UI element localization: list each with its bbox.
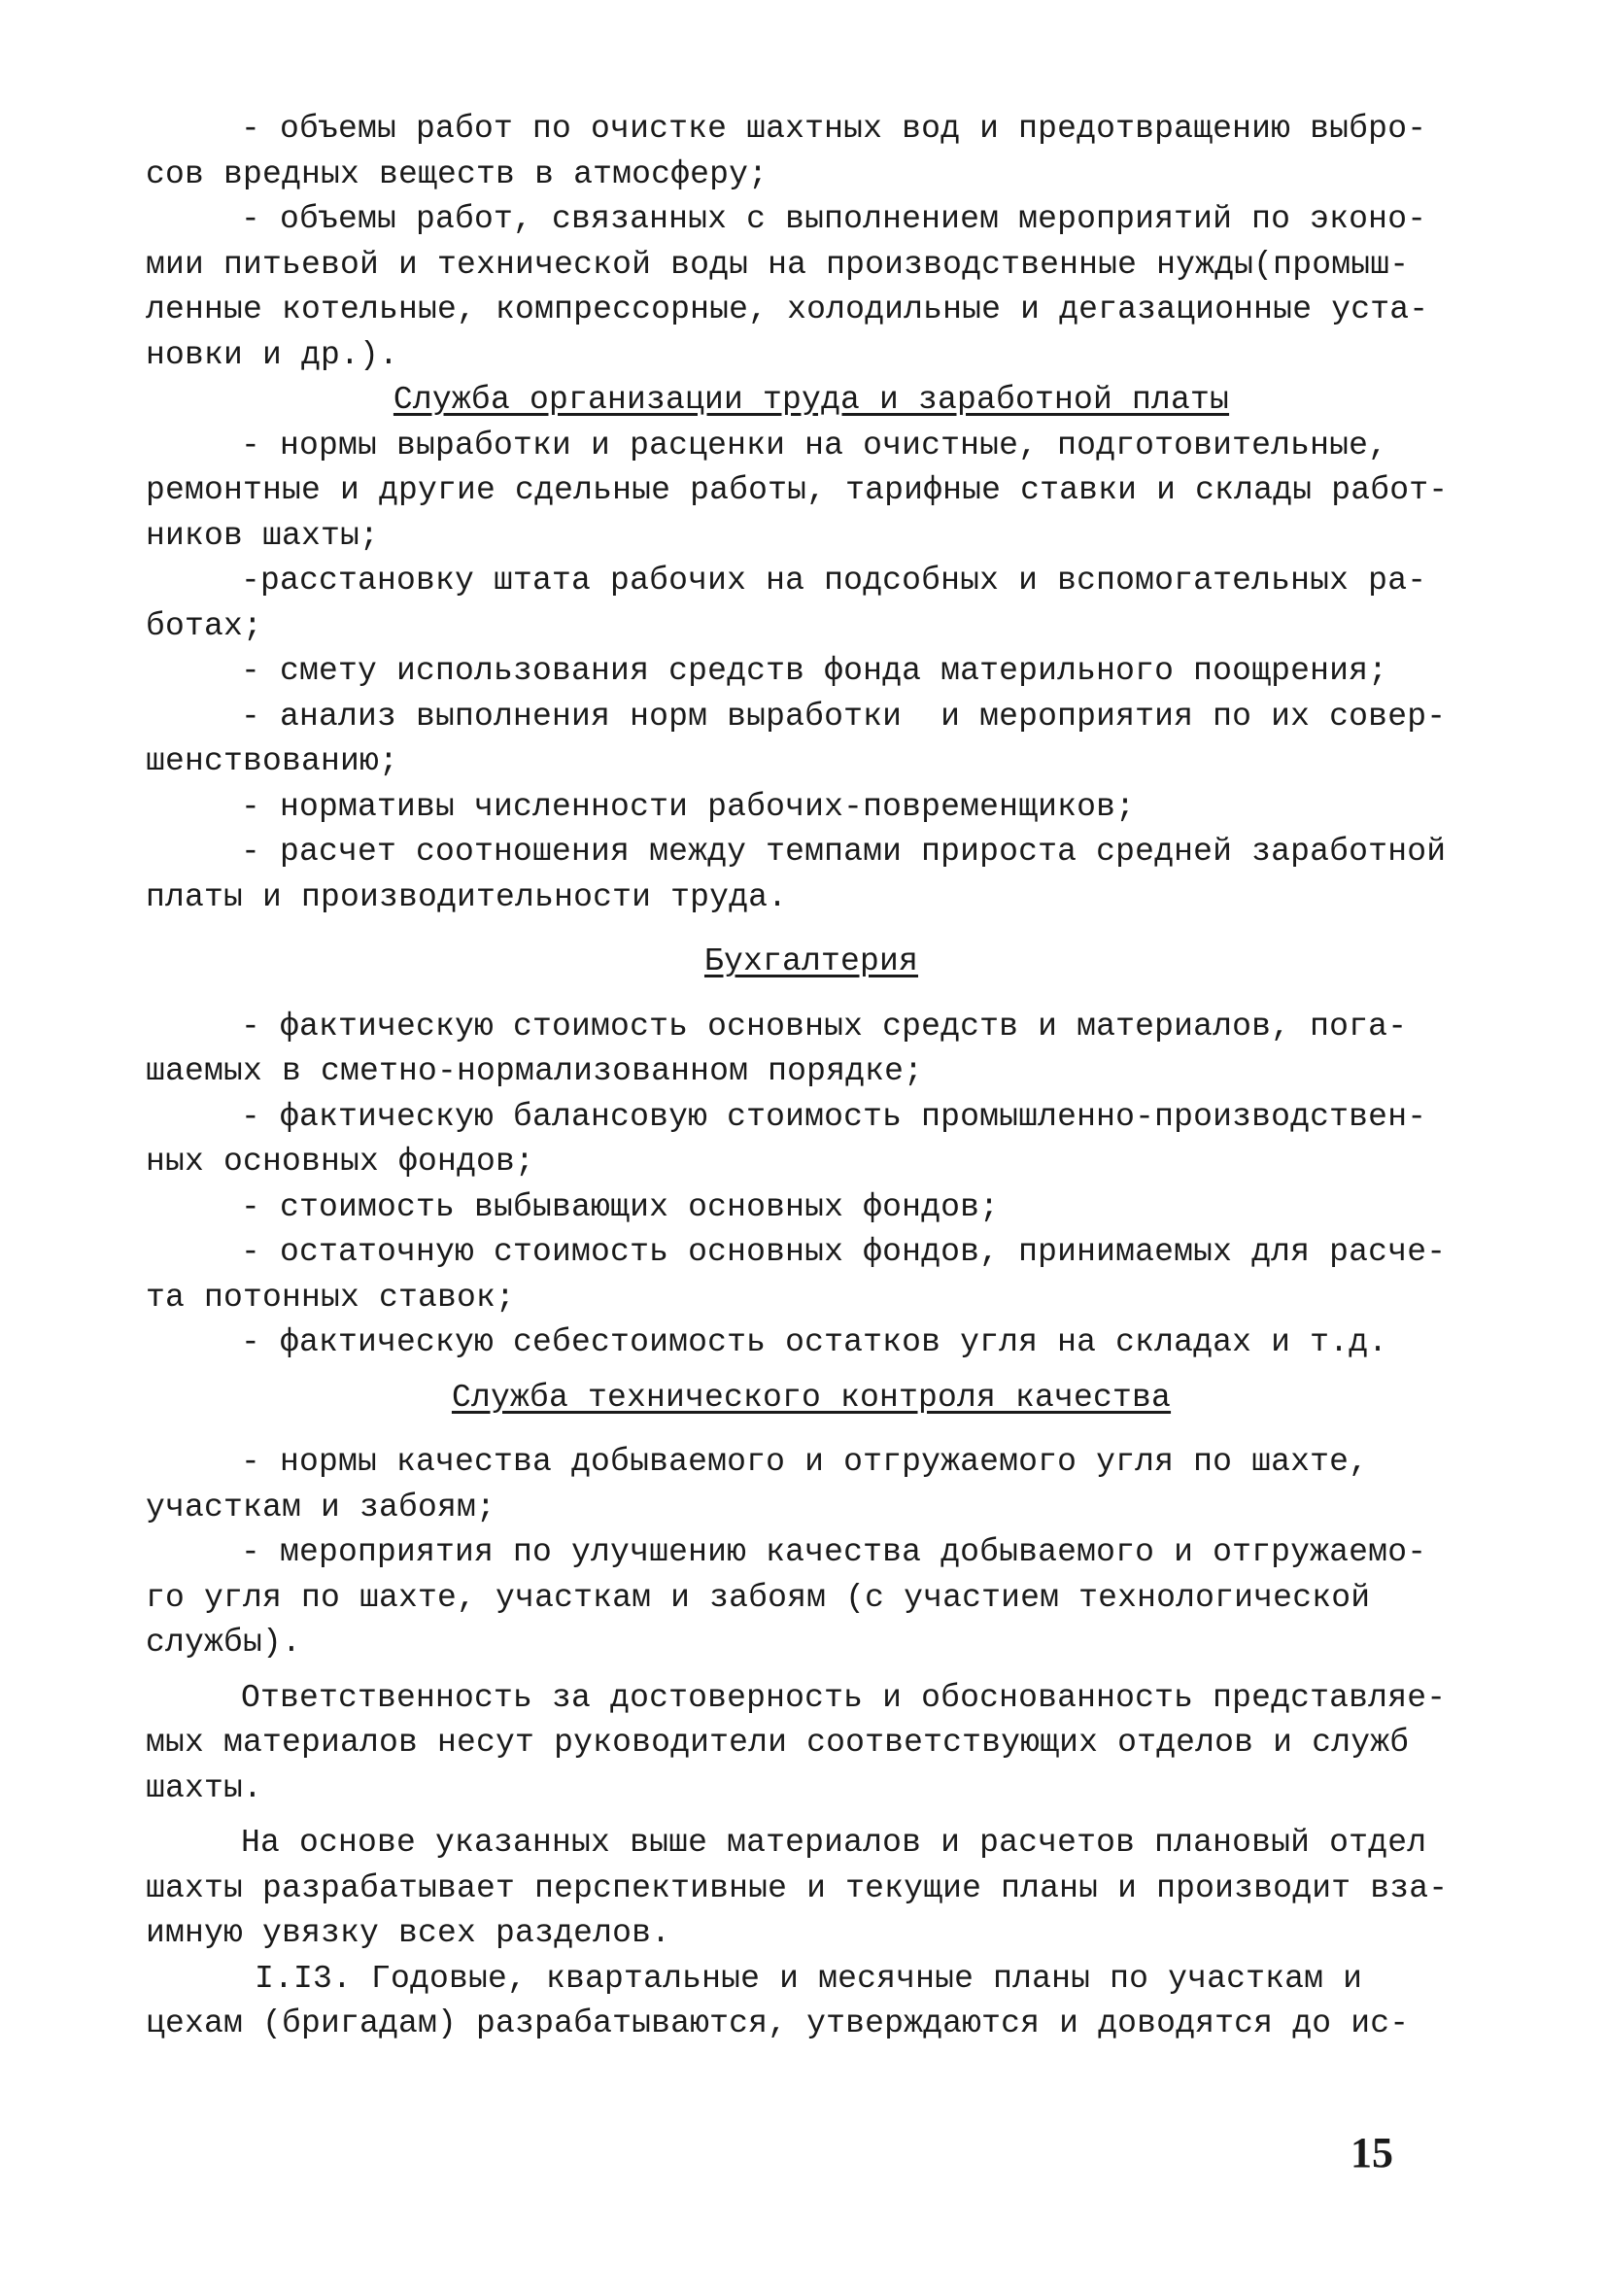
text-line: мии питьевой и технической воды на производственные нужды(промыш- [146,246,1410,283]
text-line: ленные котельные, компрессорные, холодильные и дегазационные уста- [146,291,1429,327]
text-line: новки и др.). [146,336,399,373]
document-page [146,107,1477,2047]
text-line: ных основных фондов; [146,1144,535,1180]
text-line: - объемы работ по очистке шахтных вод и предотвращению выбро- [241,111,1427,147]
paragraph-planning [146,1821,1477,1957]
text-line: - смету использования средств фонда материльного поощрения; [241,653,1388,689]
section-heading-quality: Служба технического контроля качества [451,1379,1172,1416]
text-line: - анализ выполнения норм выработки и мероприятия по их совер- [241,698,1447,735]
text-line: - нормы выработки и расценки на очистные, подготовительные, [241,427,1388,463]
section-accounting [146,1005,1477,1366]
section-heading-accounting: Бухгалтерия [703,943,919,979]
text-line: - фактическую стоимость основных средств и материалов, пога- [241,1008,1408,1045]
text-line: шаемых в сметно-нормализованном порядке; [146,1053,924,1089]
section-quality [146,1440,1477,1666]
text-line: - объемы работ, связанных с выполнением мероприятий по эконо- [241,201,1427,237]
text-line: - мероприятия по улучшению качества добываемого и отгружаемо- [241,1534,1427,1570]
text-line: ремонтные и другие сдельные работы, тарифные ставки и склады работ- [146,472,1449,508]
section-heading-labor: Служба организации труда и заработной платы [393,382,1230,418]
text-line: - остаточную стоимость основных фондов, принимаемых для расче- [241,1234,1447,1270]
text-line: -расстановку штата рабочих на подсобных и вспомогательных ра- [241,563,1427,599]
text-line: цехам (бригадам) разрабатываются, утверждаются и доводятся до ис- [146,2005,1410,2041]
text-line: участкам и забоям; [146,1489,496,1525]
text-line: - расчет соотношения между темпами прироста средней заработной [241,834,1447,870]
text-line: имную увязку всех разделов. [146,1915,671,1951]
text-line: мых материалов несут руководители соответствующих отделов и служб [146,1725,1410,1761]
text-line: платы и производительности труда. [146,878,788,915]
block-water-works [146,107,1477,378]
text-line: шенствованию; [146,743,399,779]
text-line: - фактическую себестоимость остатков угля на складах и т.д. [241,1324,1388,1360]
text-line: - фактическую балансовую стоимость промышленно-производствен- [241,1098,1427,1135]
text-line: На основе указанных выше материалов и расчетов плановый отдел [241,1825,1427,1861]
text-line: шахты. [146,1769,263,1806]
text-line: - нормативы численности рабочих-повременщиков; [241,788,1136,825]
text-line: - нормы качества добываемого и отгружаемого угля по шахте, [241,1444,1369,1480]
text-line: службы). [146,1625,302,1661]
text-line: Ответственность за достоверность и обоснованность представляе- [241,1679,1447,1716]
paragraph-clause-1-13 [146,1957,1477,2047]
text-line: ботах; [146,607,263,644]
text-line: го угля по шахте, участкам и забоям (с участием технологической [146,1579,1371,1616]
text-line: ников шахты; [146,517,380,554]
text-line: шахты разрабатывает перспективные и текущие планы и производит вза- [146,1869,1449,1906]
page-number: 15 [1351,2129,1393,2176]
text-line: - стоимость выбывающих основных фондов; [241,1188,1000,1225]
section-labor [146,424,1477,921]
text-line: I.I3. Годовые, квартальные и месячные планы по участкам и [255,1960,1363,1997]
text-line: сов вредных веществ в атмосферу; [146,155,769,192]
paragraph-responsibility [146,1676,1477,1812]
text-line: та потонных ставок; [146,1279,516,1316]
